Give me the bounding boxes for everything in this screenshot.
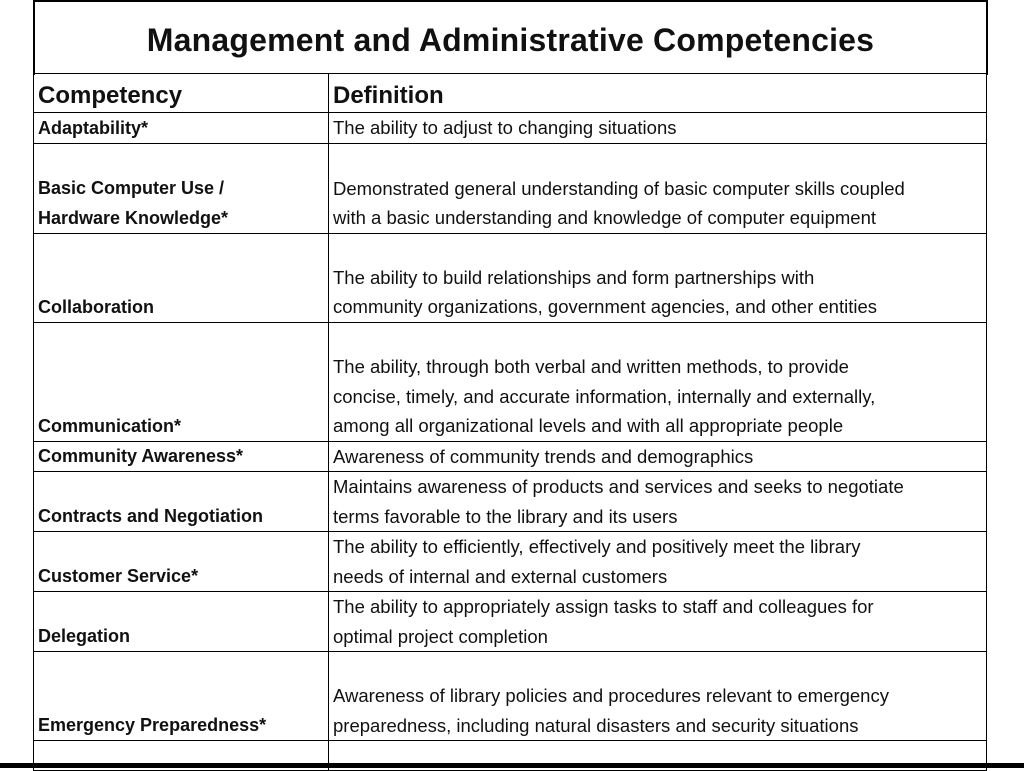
page-title: Management and Administrative Competencies <box>146 22 875 58</box>
competency-cell: Collaboration <box>34 233 329 322</box>
definition-cell <box>329 592 987 652</box>
definition-line: preparedness, including natural disasters and security situations <box>333 714 859 736</box>
competency-cell <box>34 143 329 233</box>
definition-line: among all organizational levels and with all appropriate people <box>333 415 844 436</box>
competency-cell: Delegation <box>34 592 329 652</box>
competency-table <box>33 73 987 771</box>
competency-cell: Customer Service* <box>34 532 329 592</box>
header-row <box>34 74 987 113</box>
definition-cell <box>329 143 987 233</box>
competency-cell: Adaptability* <box>34 113 329 144</box>
table-row <box>34 532 987 592</box>
definition-line: The ability to appropriately assign tasks to staff and colleagues for <box>333 596 874 617</box>
definition-cell <box>329 233 987 322</box>
competency-line: Hardware Knowledge* <box>38 207 229 228</box>
header-competency: Competency <box>34 74 329 113</box>
table-row <box>34 143 987 233</box>
competency-cell: Emergency Preparedness* <box>34 652 329 741</box>
title-cell <box>33 0 988 75</box>
header-definition: Definition <box>329 74 987 113</box>
definition-line: concise, timely, and accurate information, internally and externally, <box>333 385 876 407</box>
definition-cell <box>329 532 987 592</box>
definition-line: needs of internal and external customers <box>333 565 668 587</box>
table-row <box>34 472 987 532</box>
table-row <box>34 322 987 441</box>
definition-cell <box>329 472 987 532</box>
competency-cell: Communication* <box>34 322 329 441</box>
table-row <box>34 592 987 652</box>
definition-cell <box>329 322 987 441</box>
table-row <box>34 652 987 741</box>
definition-line: The ability to efficiently, effectively and positively meet the library <box>333 536 861 557</box>
bottom-border-rule <box>0 763 1024 768</box>
definition-line: The ability to build relationships and form partnerships with <box>333 266 815 288</box>
competency-document <box>33 0 986 768</box>
definition-line: with a basic understanding and knowledge of computer equipment <box>333 207 877 228</box>
definition-line: The ability, through both verbal and written methods, to provide <box>333 356 849 377</box>
competency-cell: Contracts and Negotiation <box>34 472 329 532</box>
definition-line: Maintains awareness of products and services and seeks to negotiate <box>333 476 904 497</box>
definition-line: Demonstrated general understanding of basic computer skills coupled <box>333 177 905 199</box>
table-row <box>34 233 987 322</box>
definition-line: terms favorable to the library and its users <box>333 505 678 527</box>
definition-line: community organizations, government agencies, and other entities <box>333 296 877 317</box>
competency-cell: Community Awareness* <box>34 441 329 472</box>
competency-line: Basic Computer Use / <box>38 177 225 198</box>
definition-line: optimal project completion <box>333 625 548 647</box>
table-row <box>34 441 987 472</box>
definition-cell: The ability to adjust to changing situations <box>329 113 987 144</box>
definition-cell: Awareness of community trends and demographics <box>329 441 987 472</box>
definition-cell <box>329 652 987 741</box>
definition-line: Awareness of library policies and procedures relevant to emergency <box>333 685 889 706</box>
table-row <box>34 113 987 144</box>
